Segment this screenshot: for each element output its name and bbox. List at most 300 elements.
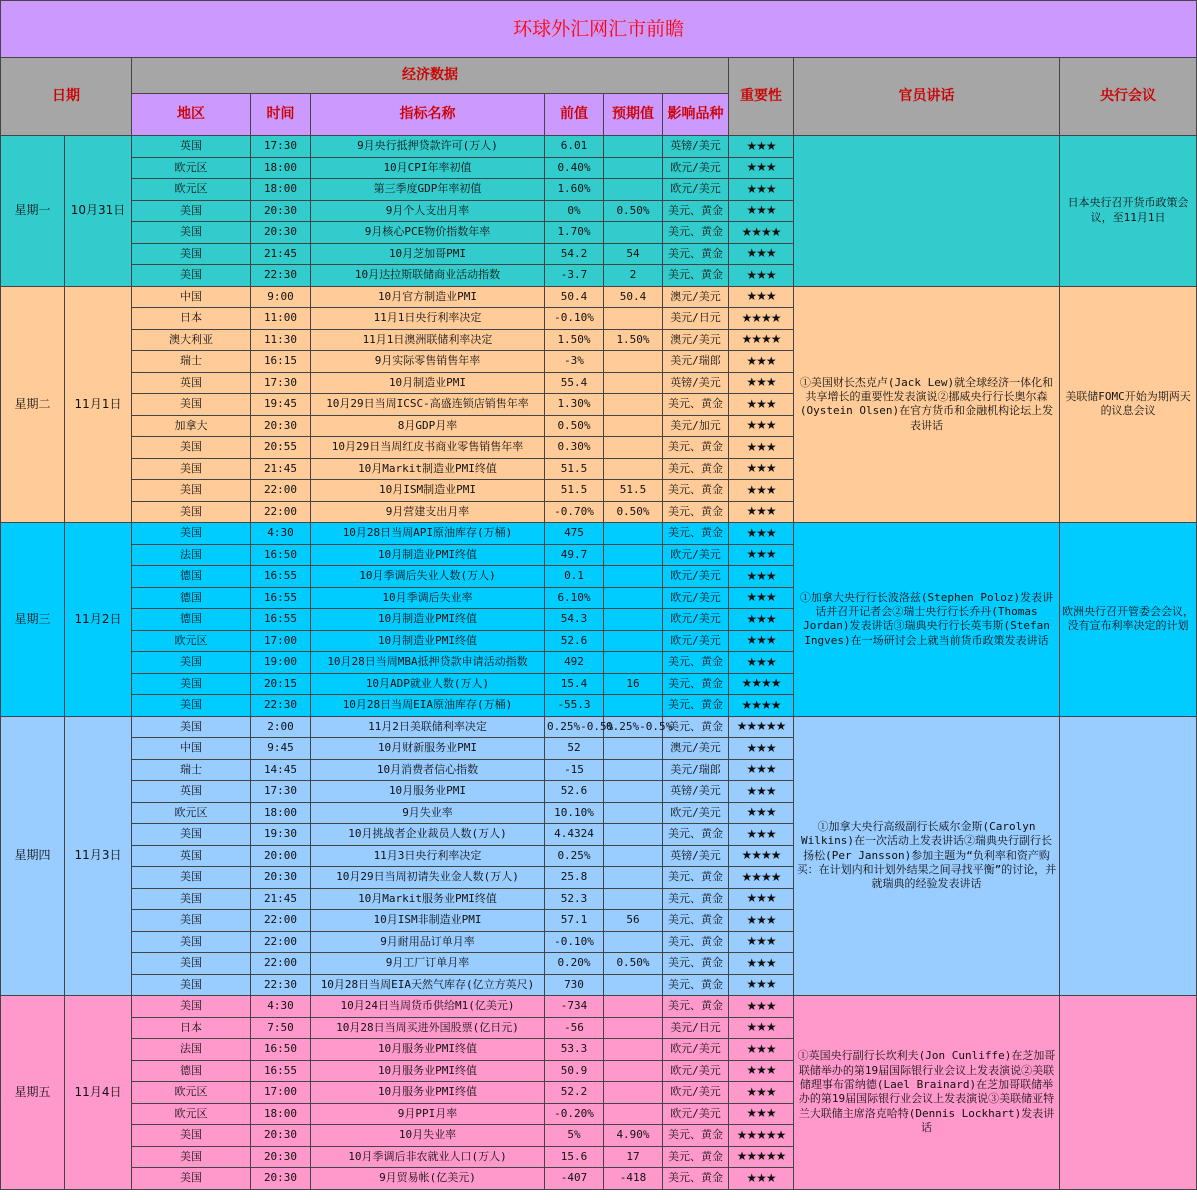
- region-cell: 美国: [132, 996, 251, 1018]
- region-cell: 美国: [132, 888, 251, 910]
- speech-cell: [794, 136, 1060, 287]
- indicator-cell: 10月财新服务业PMI: [311, 738, 545, 760]
- prev-cell: -3.7: [545, 265, 604, 287]
- region-cell: 美国: [132, 458, 251, 480]
- time-cell: 7:50: [251, 1017, 311, 1039]
- importance-cell: ★★★: [729, 910, 794, 932]
- weekday-cell: 星期五: [1, 996, 65, 1190]
- date-cell: 11月1日: [65, 286, 132, 523]
- impact-cell: 美元、黄金: [663, 243, 729, 265]
- time-cell: 18:00: [251, 179, 311, 201]
- prev-cell: 51.5: [545, 458, 604, 480]
- indicator-cell: 9月PPI月率: [311, 1103, 545, 1125]
- importance-cell: ★★★: [729, 480, 794, 502]
- importance-cell: ★★★★★: [729, 1146, 794, 1168]
- time-cell: 22:00: [251, 931, 311, 953]
- forecast-cell: 4.90%: [604, 1125, 663, 1147]
- region-cell: 中国: [132, 286, 251, 308]
- time-cell: 19:00: [251, 652, 311, 674]
- indicator-cell: 10月消费者信心指数: [311, 759, 545, 781]
- importance-cell: ★★★: [729, 1082, 794, 1104]
- impact-cell: 美元、黄金: [663, 501, 729, 523]
- prev-cell: 51.5: [545, 480, 604, 502]
- indicator-cell: 10月服务业PMI终值: [311, 1082, 545, 1104]
- forecast-cell: [604, 458, 663, 480]
- importance-cell: ★★★: [729, 372, 794, 394]
- indicator-cell: 10月28日当周EIA天然气库存(亿立方英尺): [311, 974, 545, 996]
- forecast-cell: 56: [604, 910, 663, 932]
- region-cell: 德国: [132, 609, 251, 631]
- region-cell: 德国: [132, 1060, 251, 1082]
- impact-cell: 美元/日元: [663, 308, 729, 330]
- forecast-cell: 2: [604, 265, 663, 287]
- indicator-header: 指标名称: [311, 94, 545, 136]
- region-cell: 欧元区: [132, 1082, 251, 1104]
- impact-cell: 美元、黄金: [663, 480, 729, 502]
- forecast-cell: [604, 566, 663, 588]
- time-cell: 20:30: [251, 415, 311, 437]
- importance-cell: ★★★: [729, 243, 794, 265]
- impact-cell: 美元、黄金: [663, 931, 729, 953]
- impact-cell: 美元/日元: [663, 1017, 729, 1039]
- time-cell: 16:15: [251, 351, 311, 373]
- forecast-cell: 16: [604, 673, 663, 695]
- importance-cell: ★★★: [729, 738, 794, 760]
- impact-cell: 美元、黄金: [663, 1146, 729, 1168]
- region-cell: 英国: [132, 845, 251, 867]
- prev-cell: 1.70%: [545, 222, 604, 244]
- time-cell: 22:30: [251, 695, 311, 717]
- date-cell: 11月4日: [65, 996, 132, 1190]
- indicator-cell: 10月ADP就业人数(万人): [311, 673, 545, 695]
- time-cell: 16:50: [251, 1039, 311, 1061]
- indicator-cell: 10月季调后非农就业人口(万人): [311, 1146, 545, 1168]
- region-cell: 日本: [132, 1017, 251, 1039]
- prev-cell: 52.6: [545, 781, 604, 803]
- prev-cell: 52.2: [545, 1082, 604, 1104]
- impact-cell: 欧元/美元: [663, 630, 729, 652]
- region-cell: 美国: [132, 222, 251, 244]
- importance-cell: ★★★: [729, 630, 794, 652]
- indicator-cell: 10月官方制造业PMI: [311, 286, 545, 308]
- forecast-cell: [604, 824, 663, 846]
- prev-header: 前值: [545, 94, 604, 136]
- time-cell: 4:30: [251, 996, 311, 1018]
- time-cell: 22:00: [251, 501, 311, 523]
- prev-cell: 5%: [545, 1125, 604, 1147]
- impact-cell: 欧元/美元: [663, 1103, 729, 1125]
- prev-cell: -56: [545, 1017, 604, 1039]
- impact-cell: 美元、黄金: [663, 652, 729, 674]
- region-cell: 美国: [132, 1168, 251, 1190]
- impact-cell: 美元、黄金: [663, 888, 729, 910]
- indicator-cell: 9月失业率: [311, 802, 545, 824]
- impact-cell: 欧元/美元: [663, 179, 729, 201]
- date-cell: 11月3日: [65, 716, 132, 996]
- region-cell: 美国: [132, 523, 251, 545]
- impact-cell: 美元/瑞郎: [663, 351, 729, 373]
- forecast-cell: [604, 1082, 663, 1104]
- importance-cell: ★★★★: [729, 695, 794, 717]
- prev-cell: -3%: [545, 351, 604, 373]
- time-cell: 22:30: [251, 974, 311, 996]
- indicator-cell: 11月1日澳洲联储利率决定: [311, 329, 545, 351]
- impact-cell: 美元、黄金: [663, 1168, 729, 1190]
- time-cell: 17:30: [251, 372, 311, 394]
- impact-cell: 美元、黄金: [663, 200, 729, 222]
- importance-cell: ★★★: [729, 394, 794, 416]
- forecast-cell: [604, 179, 663, 201]
- importance-cell: ★★★: [729, 931, 794, 953]
- impact-header: 影响品种: [663, 94, 729, 136]
- impact-cell: 美元、黄金: [663, 458, 729, 480]
- forecast-cell: 50.4: [604, 286, 663, 308]
- prev-cell: 0%: [545, 200, 604, 222]
- time-cell: 18:00: [251, 1103, 311, 1125]
- region-cell: 美国: [132, 394, 251, 416]
- indicator-cell: 10月ISM制造业PMI: [311, 480, 545, 502]
- meeting-cell: 欧洲央行召开管委会会议，没有宣布利率决定的计划: [1060, 523, 1197, 717]
- impact-cell: 欧元/美元: [663, 1039, 729, 1061]
- indicator-cell: 10月失业率: [311, 1125, 545, 1147]
- forecast-cell: [604, 523, 663, 545]
- prev-cell: 475: [545, 523, 604, 545]
- forecast-cell: [604, 587, 663, 609]
- indicator-cell: 10月29日当周初请失业金人数(万人): [311, 867, 545, 889]
- forecast-cell: [604, 695, 663, 717]
- impact-cell: 美元、黄金: [663, 523, 729, 545]
- weekday-cell: 星期二: [1, 286, 65, 523]
- prev-cell: 54.2: [545, 243, 604, 265]
- indicator-cell: 11月3日央行利率决定: [311, 845, 545, 867]
- indicator-cell: 9月央行抵押贷款许可(万人): [311, 136, 545, 158]
- importance-cell: ★★★: [729, 157, 794, 179]
- time-cell: 16:55: [251, 587, 311, 609]
- importance-cell: ★★★: [729, 1103, 794, 1125]
- meeting-header: 央行会议: [1060, 58, 1197, 136]
- region-cell: 美国: [132, 200, 251, 222]
- forecast-cell: [604, 974, 663, 996]
- importance-header: 重要性: [729, 58, 794, 136]
- region-cell: 加拿大: [132, 415, 251, 437]
- region-cell: 美国: [132, 931, 251, 953]
- importance-cell: ★★★★: [729, 845, 794, 867]
- region-cell: 法国: [132, 1039, 251, 1061]
- region-cell: 美国: [132, 716, 251, 738]
- importance-cell: ★★★: [729, 587, 794, 609]
- prev-cell: -734: [545, 996, 604, 1018]
- indicator-cell: 9月耐用品订单月率: [311, 931, 545, 953]
- region-cell: 欧元区: [132, 802, 251, 824]
- forecast-cell: [604, 157, 663, 179]
- importance-cell: ★★★: [729, 1017, 794, 1039]
- prev-cell: -0.70%: [545, 501, 604, 523]
- importance-cell: ★★★: [729, 566, 794, 588]
- time-cell: 21:45: [251, 888, 311, 910]
- indicator-cell: 10月达拉斯联储商业活动指数: [311, 265, 545, 287]
- region-cell: 美国: [132, 1146, 251, 1168]
- forecast-cell: [604, 845, 663, 867]
- indicator-cell: 10月服务业PMI终值: [311, 1060, 545, 1082]
- importance-cell: ★★★★: [729, 673, 794, 695]
- time-cell: 20:30: [251, 1146, 311, 1168]
- region-cell: 德国: [132, 587, 251, 609]
- indicator-cell: 10月制造业PMI终值: [311, 609, 545, 631]
- time-cell: 4:30: [251, 523, 311, 545]
- importance-cell: ★★★: [729, 1039, 794, 1061]
- time-cell: 11:00: [251, 308, 311, 330]
- prev-cell: 50.4: [545, 286, 604, 308]
- region-cell: 美国: [132, 501, 251, 523]
- prev-cell: 492: [545, 652, 604, 674]
- page-title: 环球外汇网汇市前瞻: [1, 1, 1197, 58]
- impact-cell: 欧元/美元: [663, 587, 729, 609]
- weekday-cell: 星期一: [1, 136, 65, 287]
- time-cell: 2:00: [251, 716, 311, 738]
- prev-cell: 6.10%: [545, 587, 604, 609]
- importance-cell: ★★★: [729, 996, 794, 1018]
- impact-cell: 英镑/美元: [663, 845, 729, 867]
- weekday-cell: 星期三: [1, 523, 65, 717]
- time-cell: 20:30: [251, 1125, 311, 1147]
- time-cell: 22:00: [251, 910, 311, 932]
- time-cell: 19:30: [251, 824, 311, 846]
- region-cell: 美国: [132, 867, 251, 889]
- prev-cell: 6.01: [545, 136, 604, 158]
- time-cell: 16:55: [251, 1060, 311, 1082]
- forecast-cell: [604, 372, 663, 394]
- forecast-cell: [604, 1039, 663, 1061]
- weekday-cell: 星期四: [1, 716, 65, 996]
- impact-cell: 澳元/美元: [663, 738, 729, 760]
- time-cell: 20:30: [251, 867, 311, 889]
- indicator-cell: 10月28日当周EIA原油库存(万桶): [311, 695, 545, 717]
- time-cell: 21:45: [251, 243, 311, 265]
- indicator-cell: 11月1日央行利率决定: [311, 308, 545, 330]
- indicator-cell: 9月个人支出月率: [311, 200, 545, 222]
- importance-cell: ★★★: [729, 781, 794, 803]
- time-cell: 17:30: [251, 781, 311, 803]
- region-cell: 欧元区: [132, 157, 251, 179]
- region-cell: 欧元区: [132, 1103, 251, 1125]
- impact-cell: 美元、黄金: [663, 953, 729, 975]
- time-cell: 16:55: [251, 566, 311, 588]
- region-header: 地区: [132, 94, 251, 136]
- impact-cell: 英镑/美元: [663, 372, 729, 394]
- time-cell: 18:00: [251, 802, 311, 824]
- time-cell: 22:00: [251, 480, 311, 502]
- forecast-header: 预期值: [604, 94, 663, 136]
- prev-cell: 1.60%: [545, 179, 604, 201]
- time-cell: 9:45: [251, 738, 311, 760]
- table-row: [1, 716, 1197, 738]
- speech-cell: ①美国财长杰克卢(Jack Lew)就全球经济一体化和共享增长的重要性发表演说②挪威央行行长奥尔森(Oystein Olsen)在官方货币和金融机构论坛上发表讲话: [794, 286, 1060, 523]
- date-cell: 11月2日: [65, 523, 132, 717]
- time-cell: 20:30: [251, 200, 311, 222]
- forecast-cell: 17: [604, 1146, 663, 1168]
- region-cell: 美国: [132, 652, 251, 674]
- meeting-cell: 日本央行召开货币政策会议，至11月1日: [1060, 136, 1197, 287]
- impact-cell: 欧元/美元: [663, 566, 729, 588]
- importance-cell: ★★★: [729, 265, 794, 287]
- indicator-cell: 10月29日当周ICSC-高盛连锁店销售年率: [311, 394, 545, 416]
- prev-cell: 54.3: [545, 609, 604, 631]
- region-cell: 美国: [132, 695, 251, 717]
- time-cell: 17:00: [251, 1082, 311, 1104]
- importance-cell: ★★★★: [729, 308, 794, 330]
- impact-cell: 美元、黄金: [663, 996, 729, 1018]
- forecast-cell: 51.5: [604, 480, 663, 502]
- impact-cell: 欧元/美元: [663, 609, 729, 631]
- region-cell: 英国: [132, 372, 251, 394]
- prev-cell: 53.3: [545, 1039, 604, 1061]
- forecast-cell: [604, 308, 663, 330]
- forecast-cell: [604, 652, 663, 674]
- region-cell: 英国: [132, 781, 251, 803]
- indicator-cell: 9月营建支出月率: [311, 501, 545, 523]
- region-cell: 法国: [132, 544, 251, 566]
- impact-cell: 澳元/美元: [663, 329, 729, 351]
- region-cell: 美国: [132, 1125, 251, 1147]
- time-cell: 20:55: [251, 437, 311, 459]
- time-cell: 22:30: [251, 265, 311, 287]
- indicator-cell: 10月CPI年率初值: [311, 157, 545, 179]
- impact-cell: 美元、黄金: [663, 974, 729, 996]
- indicator-cell: 10月制造业PMI终值: [311, 544, 545, 566]
- prev-cell: 1.50%: [545, 329, 604, 351]
- prev-cell: -15: [545, 759, 604, 781]
- speech-header: 官员讲话: [794, 58, 1060, 136]
- forecast-cell: [604, 1017, 663, 1039]
- importance-cell: ★★★: [729, 458, 794, 480]
- prev-cell: 0.1: [545, 566, 604, 588]
- time-cell: 11:30: [251, 329, 311, 351]
- time-cell: 19:45: [251, 394, 311, 416]
- prev-cell: 10.10%: [545, 802, 604, 824]
- impact-cell: 澳元/美元: [663, 286, 729, 308]
- table-row: [1, 523, 1197, 545]
- impact-cell: 美元、黄金: [663, 1125, 729, 1147]
- prev-cell: 15.6: [545, 1146, 604, 1168]
- forecast-cell: [604, 931, 663, 953]
- indicator-cell: 10月28日当周MBA抵押贷款申请活动指数: [311, 652, 545, 674]
- impact-cell: 欧元/美元: [663, 544, 729, 566]
- forecast-cell: [604, 415, 663, 437]
- impact-cell: 美元、黄金: [663, 265, 729, 287]
- importance-cell: ★★★: [729, 953, 794, 975]
- prev-cell: 49.7: [545, 544, 604, 566]
- time-cell: 21:45: [251, 458, 311, 480]
- forecast-cell: [604, 888, 663, 910]
- region-cell: 美国: [132, 824, 251, 846]
- indicator-cell: 10月服务业PMI: [311, 781, 545, 803]
- forecast-cell: [604, 759, 663, 781]
- impact-cell: 美元、黄金: [663, 394, 729, 416]
- impact-cell: 英镑/美元: [663, 136, 729, 158]
- importance-cell: ★★★: [729, 200, 794, 222]
- date-cell: 10月31日: [65, 136, 132, 287]
- meeting-cell: [1060, 716, 1197, 996]
- importance-cell: ★★★: [729, 136, 794, 158]
- indicator-cell: 9月核心PCE物价指数年率: [311, 222, 545, 244]
- impact-cell: 美元、黄金: [663, 716, 729, 738]
- importance-cell: ★★★: [729, 1060, 794, 1082]
- forecast-cell: 0.50%: [604, 200, 663, 222]
- region-cell: 瑞士: [132, 759, 251, 781]
- impact-cell: 美元、黄金: [663, 910, 729, 932]
- indicator-cell: 11月2日美联储利率决定: [311, 716, 545, 738]
- time-cell: 16:50: [251, 544, 311, 566]
- time-cell: 20:00: [251, 845, 311, 867]
- region-cell: 瑞士: [132, 351, 251, 373]
- importance-cell: ★★★★: [729, 222, 794, 244]
- region-cell: 美国: [132, 673, 251, 695]
- region-cell: 美国: [132, 480, 251, 502]
- importance-cell: ★★★: [729, 802, 794, 824]
- prev-cell: 50.9: [545, 1060, 604, 1082]
- table-row: [1, 996, 1197, 1018]
- importance-cell: ★★★: [729, 888, 794, 910]
- importance-cell: ★★★: [729, 501, 794, 523]
- time-cell: 20:30: [251, 1168, 311, 1190]
- forecast-cell: [604, 738, 663, 760]
- indicator-cell: 10月ISM非制造业PMI: [311, 910, 545, 932]
- indicator-cell: 10月Markit服务业PMI终值: [311, 888, 545, 910]
- table-row: [1, 286, 1197, 308]
- impact-cell: 美元、黄金: [663, 867, 729, 889]
- forecast-cell: [604, 781, 663, 803]
- impact-cell: 美元、黄金: [663, 437, 729, 459]
- impact-cell: 欧元/美元: [663, 1060, 729, 1082]
- time-header: 时间: [251, 94, 311, 136]
- prev-cell: -0.10%: [545, 931, 604, 953]
- impact-cell: 美元、黄金: [663, 695, 729, 717]
- importance-cell: ★★★★: [729, 329, 794, 351]
- forecast-cell: 54: [604, 243, 663, 265]
- importance-cell: ★★★: [729, 523, 794, 545]
- forecast-cell: [604, 394, 663, 416]
- prev-cell: 730: [545, 974, 604, 996]
- indicator-cell: 9月贸易帐(亿美元): [311, 1168, 545, 1190]
- table-row: [1, 136, 1197, 158]
- forecast-cell: 0.50%: [604, 501, 663, 523]
- importance-cell: ★★★: [729, 286, 794, 308]
- meeting-cell: 美联储FOMC开始为期两天的议息会议: [1060, 286, 1197, 523]
- forecast-cell: [604, 1103, 663, 1125]
- forecast-cell: [604, 544, 663, 566]
- forecast-cell: [604, 609, 663, 631]
- region-cell: 美国: [132, 953, 251, 975]
- importance-cell: ★★★: [729, 824, 794, 846]
- indicator-cell: 10月季调后失业人数(万人): [311, 566, 545, 588]
- indicator-cell: 8月GDP月率: [311, 415, 545, 437]
- importance-cell: ★★★: [729, 759, 794, 781]
- forecast-cell: 0.50%: [604, 953, 663, 975]
- indicator-cell: 10月芝加哥PMI: [311, 243, 545, 265]
- indicator-cell: 10月制造业PMI终值: [311, 630, 545, 652]
- prev-cell: -55.3: [545, 695, 604, 717]
- forecast-cell: [604, 437, 663, 459]
- time-cell: 22:00: [251, 953, 311, 975]
- importance-cell: ★★★★★: [729, 1125, 794, 1147]
- prev-cell: 0.40%: [545, 157, 604, 179]
- region-cell: 德国: [132, 566, 251, 588]
- impact-cell: 美元/瑞郎: [663, 759, 729, 781]
- prev-cell: 52.6: [545, 630, 604, 652]
- prev-cell: 0.20%: [545, 953, 604, 975]
- prev-cell: 57.1: [545, 910, 604, 932]
- importance-cell: ★★★: [729, 609, 794, 631]
